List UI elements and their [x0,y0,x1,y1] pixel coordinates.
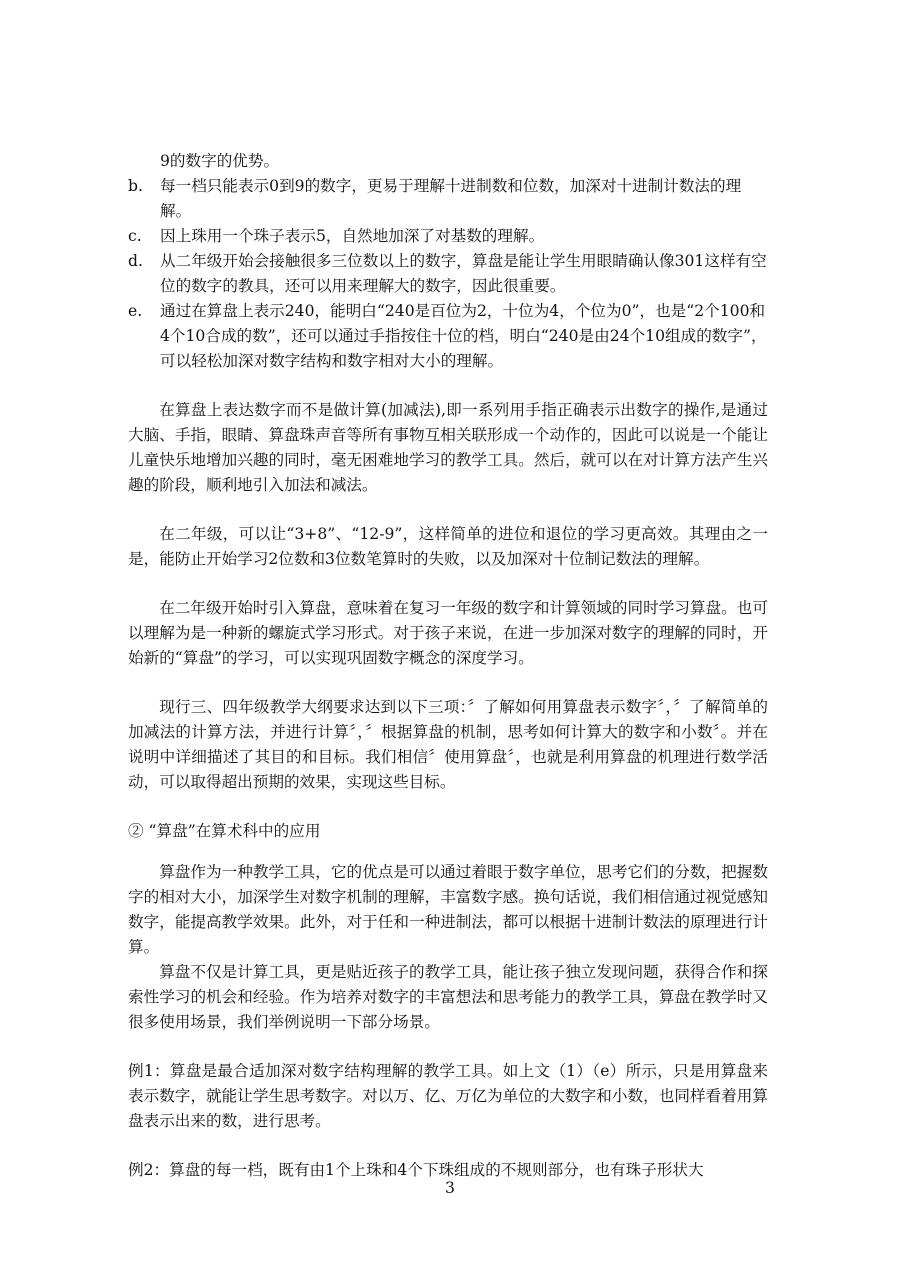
paragraph-spacer [128,671,768,695]
paragraph-spacer [128,1035,768,1059]
paragraph-spacer [128,844,768,860]
list-item-continuation: 9的数字的优势。 [160,152,280,170]
list-marker: d. [128,252,143,270]
page-number: 3 [445,1179,455,1197]
list-item-d [128,249,768,299]
paragraph-second-grade: 在二年级，可以让“3+8”、“12-9”，这样简单的进位和退位的学习更高效。其理由之一是，能防止开始学习2位数和3位数笔算时的失败，以及加深对十位制记数法的理解。 [128,525,768,568]
list-marker: b. [128,177,143,195]
example-2: 例2：算盘的每一档，既有由1个上珠和4个下珠组成的不规则部分，也有珠子形状大 [128,1161,704,1179]
list-item-text: 因上珠用一个珠子表示5，自然地加深了对基数的理解。 [160,227,545,245]
list-item-text: 从二年级开始会接触很多三位数以上的数字，算盘是能让学生用眼睛确认像301这样有空位的数字的教具，还可以用来理解大的数字，因此很重要。 [160,252,767,295]
example-1: 例1：算盘是最合适加深对数字结构理解的教学工具。如上文（1）（e）所示，只是用算盘来表示数字，就能让学生思考数字。对以万、亿、万亿为单位的大数字和小数，也同样看着用算盘表示出来的数，进行思考。 [128,1062,768,1130]
paragraph-spacer [128,374,768,398]
paragraph-spacer [128,572,768,596]
list-marker: c. [128,227,142,245]
page-content [128,149,768,1183]
paragraph-curriculum: 现行三、四年级教学大纲要求达到以下三项：〞了解如何用算盘表示数字〞，〞了解简单的加减法的计算方法，并进行计算〞，〞根据算盘的机制，思考如何计算大的数字和小数〞。并在说明中详细描述了其目的和目标。我们相信〞使用算盘〞，也就是利用算盘的机理进行数学活动，可以取得超出预期的效果，实现这些目标。 [128,698,768,791]
list-item-e [128,299,768,374]
paragraph-spacer [128,795,768,819]
paragraph-spacer [128,1134,768,1158]
paragraph-spacer [128,498,768,522]
paragraph-teaching-tool: 算盘作为一种教学工具，它的优点是可以通过着眼于数字单位，思考它们的分数，把握数字的相对大小，加深学生对数字机制的理解，丰富数字感。换句话说，我们相信通过视觉感知数字，能提高教学效果。此外，对于任和一种进制法，都可以根据十进制计数法的原理进行计算。 [128,863,768,956]
paragraph-not-only-calculation: 算盘不仅是计算工具，更是贴近孩子的教学工具，能让孩子独立发现问题，获得合作和探索性学习的机会和经验。作为培养对数字的丰富想法和思考能力的教学工具，算盘在教学时又很多使用场景，我们举例说明一下部分场景。 [128,963,768,1031]
list-item-c [128,224,768,249]
paragraph-abacus-representation: 在算盘上表达数字而不是做计算(加减法),即一系列用手指正确表示出数字的操作,是通过大脑、手指，眼睛、算盘珠声音等所有事物互相关联形成一个动作的，因此可以说是一个能让儿童快乐地增加兴趣的同时，毫无困难地学习的教学工具。然后，就可以在对计算方法产生兴趣的阶段，顺利地引入加法和减法。 [128,401,768,494]
list-item-text: 通过在算盘上表示240，能明白“240是百位为2，十位为4，个位为0”，也是“2个100和4个10合成的数”，还可以通过手指按住十位的档，明白“240是由24个10组成的数字”，可以轻松加深对数字结构和数字相对大小的理解。 [160,302,767,370]
list-marker: e. [128,302,143,320]
list-item-b [128,174,768,224]
list-item-text: 每一档只能表示0到9的数字，更易于理解十进制数和位数，加深对十进制计数法的理解。 [160,177,742,220]
paragraph-spiral-learning: 在二年级开始时引入算盘，意味着在复习一年级的数字和计算领域的同时学习算盘。也可以理解为是一种新的螺旋式学习形式。对于孩子来说，在进一步加深对数字的理解的同时，开始新的“算盘”的学习，可以实现巩固数字概念的深度学习。 [128,599,768,667]
section-heading: ② “算盘”在算术科中的应用 [128,822,321,840]
